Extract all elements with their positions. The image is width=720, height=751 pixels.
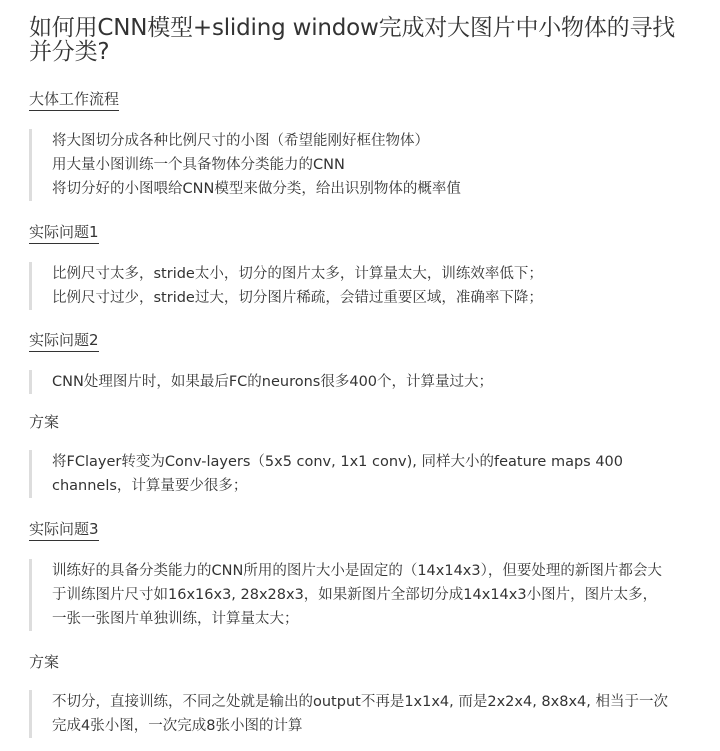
- section-heading: 实际问题1: [29, 222, 99, 244]
- section-heading: 方案: [29, 413, 60, 431]
- section-solution-3: [29, 652, 692, 738]
- section-heading: 大体工作流程: [29, 89, 119, 111]
- quote-line: 不切分，直接训练，不同之处就是输出的output不再是1x1x4, 而是2x2x4, 8x8x4, 相当于一次完成4张小图，一次完成8张小图的计算: [52, 694, 668, 734]
- page-title: 如何用CNN模型+sliding window完成对大图片中小物体的寻找并分类?: [29, 15, 676, 65]
- blockquote: [29, 129, 692, 201]
- blockquote: [29, 450, 652, 498]
- section-problem-3: [29, 519, 692, 631]
- quote-line: 将切分好的小图喂给CNN模型来做分类，给出识别物体的概率值: [52, 181, 461, 197]
- section-heading: 实际问题3: [29, 519, 99, 541]
- quote-line: 比例尺寸太多，stride太小，切分的图片太多，计算量太大，训练效率低下；: [52, 266, 543, 282]
- quote-line: 用大量小图训练一个具备物体分类能力的CNN: [52, 157, 345, 173]
- quote-line: CNN处理图片时，如果最后FC的neurons很多400个，计算量过大；: [52, 374, 494, 390]
- blockquote: [29, 370, 692, 394]
- section-solution-2: [29, 412, 692, 498]
- quote-line: 比例尺寸过少，stride过大，切分图片稀疏，会错过重要区域，准确率下降；: [52, 290, 543, 306]
- section-heading: 方案: [29, 653, 60, 671]
- blockquote: [29, 262, 692, 310]
- blockquote: [29, 690, 670, 738]
- quote-line: 将FClayer转变为Conv-layers（5x5 conv, 1x1 conv), 同样大小的feature maps 400 channels，计算量要少很多；: [52, 454, 624, 494]
- section-problem-2: [29, 330, 692, 394]
- blockquote: [29, 559, 670, 631]
- quote-line: 训练好的具备分类能力的CNN所用的图片大小是固定的（14x14x3），但要处理的新图片都会大于训练图片尺寸如16x16x3, 28x28x3，如果新图片全部切分成14x14x3小图片，图片太多，一张一张图片单独训练，计算量太大；: [52, 563, 662, 627]
- section-workflow: [29, 89, 692, 201]
- section-heading: 实际问题2: [29, 330, 99, 352]
- quote-line: 将大图切分成各种比例尺寸的小图（希望能刚好框住物体）: [52, 133, 429, 149]
- section-problem-1: [29, 222, 692, 310]
